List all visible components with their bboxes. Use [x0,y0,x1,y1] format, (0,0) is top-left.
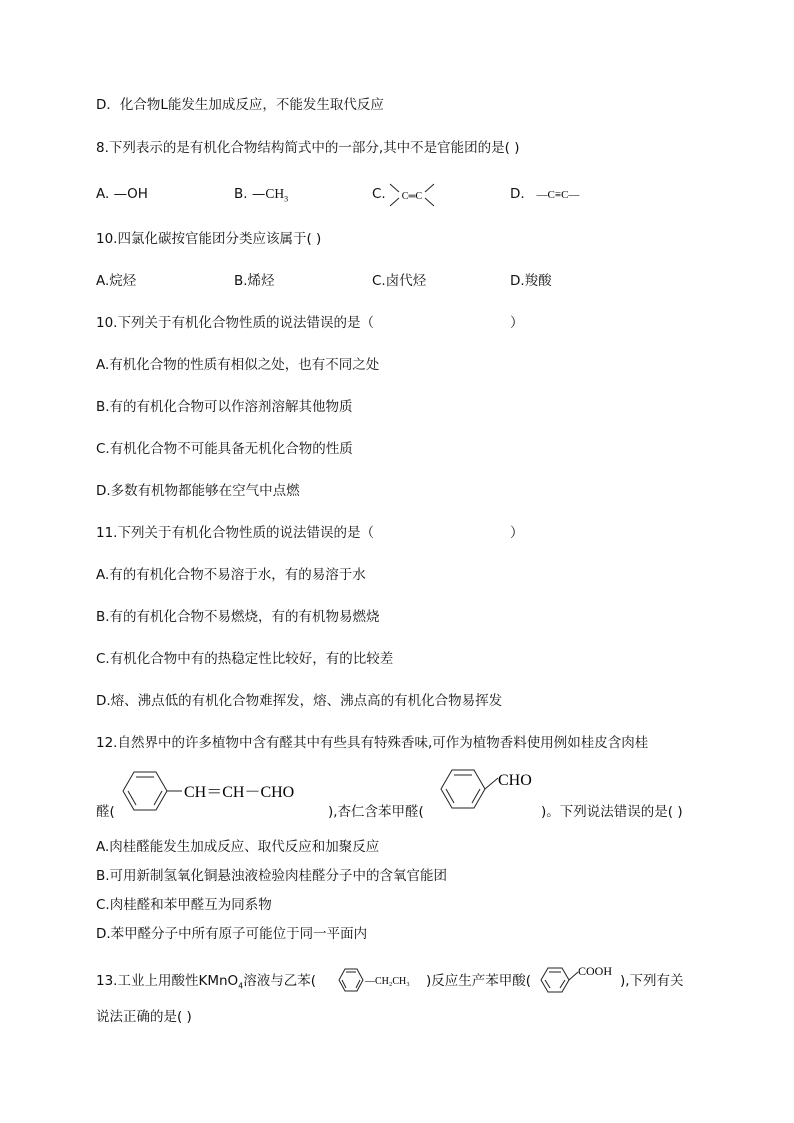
alkene-structure-icon [388,180,436,210]
q11-option-a: A.有的有机化合物不易溶于水，有的易溶于水 [96,567,366,583]
q10-option-c: C.有机化合物不可能具备无机化合物的性质 [96,441,353,457]
ethylbenzene-ethyl-label: —CH₂CH₃ [365,976,410,987]
benzoic-acid-structure-icon [538,960,624,996]
ethylbenzene-structure-icon [336,966,428,996]
alkyne-structure-icon [530,184,586,204]
q12-option-d: D.苯甲醛分子中所有原子可能位于同一平面内 [96,926,368,942]
q11-option-c: C.有机化合物中有的热稳定性比较好，有的比较差 [96,651,394,667]
q13-stem-line2: 说法正确的是( ) [96,1009,192,1025]
q8-option-b-subscript: 3 [284,194,289,204]
q9-stem: 10.四氯化碳按官能团分类应该属于( ) [96,231,322,247]
q12-option-a: A.肉桂醛能发生加成反应、取代反应和加聚反应 [96,839,380,855]
benzaldehyde-structure-icon [436,764,544,820]
q11-stem: 11.下列关于有机化合物性质的说法错误的是（ [96,525,374,541]
q8-stem: 8.下列表示的是有机化合物结构简式中的一部分,其中不是官能团的是( ) [96,140,520,156]
alkyne-atoms-label: —C≡C— [536,189,580,201]
q8-option-b [234,185,288,209]
q13-subscript-4: 4 [238,981,244,991]
q10-option-b: B.有的有机化合物可以作溶剂溶解其他物质 [96,399,353,415]
q9-option-b: B.烯烃 [234,273,275,289]
q9-option-c: C.卤代烃 [372,273,427,289]
cinnamaldehyde-chain-label: CH＝CH－CHO [184,784,295,801]
q13-text-4: ),下列有关 [620,973,684,989]
q10-paren-close: ） [510,315,524,331]
q8-option-b-formula: CH [265,186,285,201]
q12-option-c: C.肉桂醛和苯甲醛互为同系物 [96,897,272,913]
q12-text-aldehyde-open: 醛( [96,804,115,820]
benzoic-acid-cooh-label: COOH [578,964,613,978]
q12-option-b: B.可用新制氢氧化铜悬浊液检验肉桂醛分子中的含氧官能团 [96,868,448,884]
alkene-atoms-label: C═C [401,191,423,202]
q10-option-d: D.多数有机物都能够在空气中点燃 [96,483,300,499]
q12-text-question: )。下列说法错误的是( ) [541,804,683,820]
q9-option-d: D.羧酸 [510,273,552,289]
q11-option-d: D.熔、沸点低的有机化合物难挥发，熔、沸点高的有机化合物易挥发 [96,693,503,709]
q8-option-a: A. —OH [96,186,148,202]
q8-option-b-prefix: B. — [234,186,266,202]
benzaldehyde-cho-label: CHO [498,772,532,789]
q10-stem: 10.下列关于有机化合物性质的说法错误的是（ [96,315,374,331]
q11-option-b: B.有的有机化合物不易燃烧，有的有机物易燃烧 [96,609,380,625]
q12-text-almond: ),杏仁含苯甲醛( [328,804,424,820]
cinnamaldehyde-structure-icon [118,768,328,824]
q8-option-d-label: D. [510,186,525,202]
q7-option-d: D．化合物L能发生加成反应，不能发生取代反应 [96,97,384,113]
q11-paren-close: ） [510,525,524,541]
q13-stem-line1 [96,972,316,996]
q12-stem: 12.自然界中的许多植物中含有醛其中有些具有特殊香味,可作为植物香料使用例如桂皮含肉桂 [96,735,649,751]
q13-text-1: 13.工业上用酸性KMnO [96,973,239,989]
q13-text-3: )反应生产苯甲酸( [426,973,532,989]
q9-option-a: A.烷烃 [96,273,137,289]
q8-option-c-label: C. [372,186,386,202]
q10-option-a: A.有机化合物的性质有相似之处，也有不同之处 [96,357,380,373]
q13-text-2: 溶液与乙苯( [243,973,317,989]
